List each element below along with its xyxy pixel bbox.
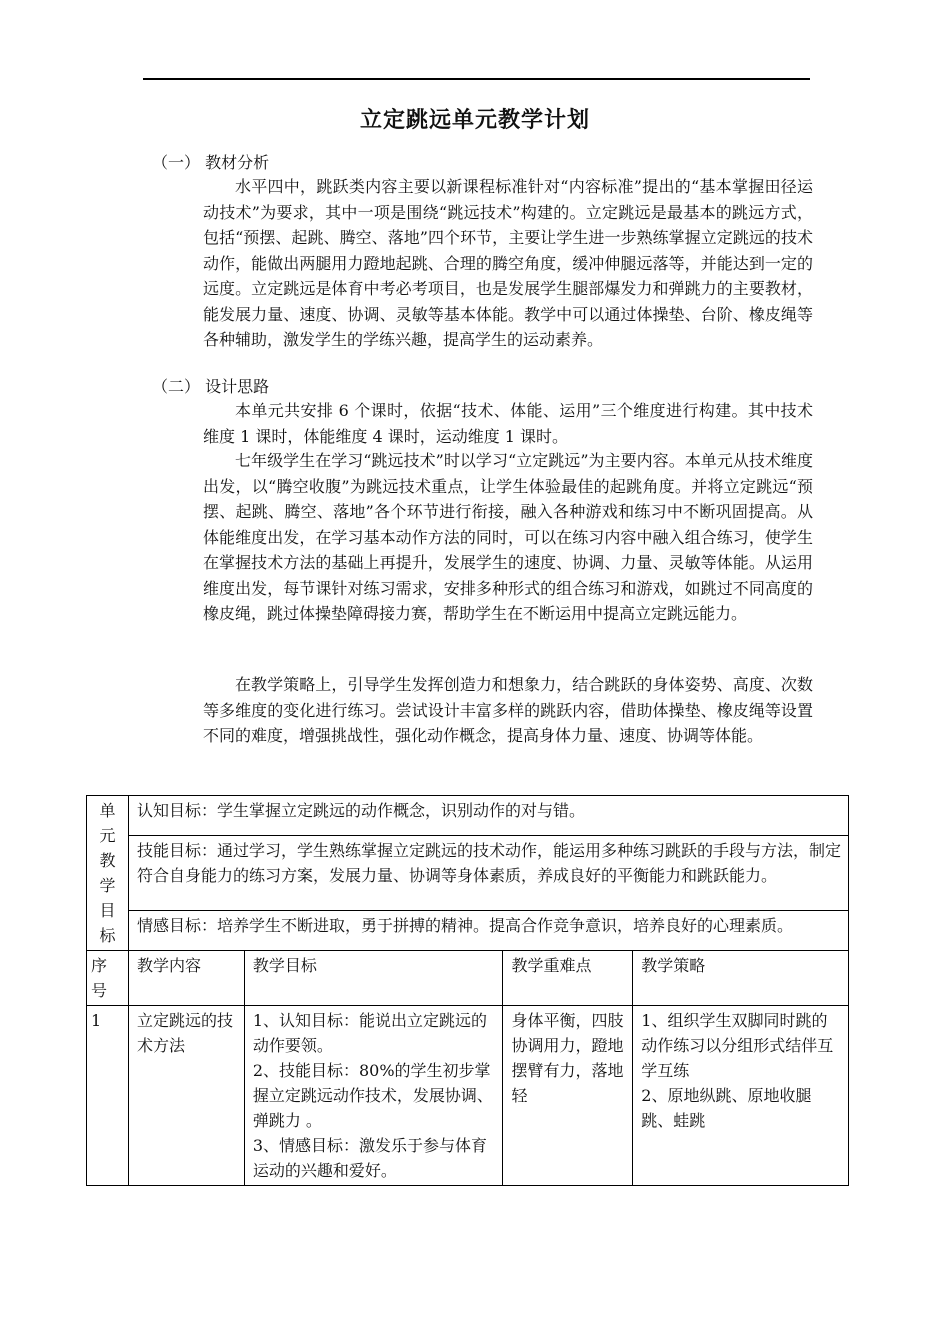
unit-goals-label: 单 元 教 学 目 标 [87,796,129,951]
goal-emotion: 情感目标：培养学生不断进取，勇于拼搏的精神。提高合作竞争意识，培养良好的心理素质。 [128,910,848,950]
row1-keypoints: 身体平衡，四肢协调用力，蹬地摆臂有力，落地轻 [503,1006,633,1186]
header-keypoints: 教学重难点 [503,951,633,1006]
goal-row-cognitive [87,796,849,836]
row1-content: 立定跳远的技术方法 [128,1006,244,1186]
row1-objective-1: 1、认知目标：能说出立定跳远的动作要领。 [252,1011,487,1055]
goal-row-skill [87,836,849,910]
top-rule [143,78,810,80]
goal-cognitive: 认知目标：学生掌握立定跳远的动作概念，识别动作的对与错。 [128,796,848,836]
header-seq: 序 号 [87,951,129,1006]
row1-objective-3: 3、情感目标：激发乐于参与体育运动的兴趣和爱好。 [252,1136,487,1180]
row1-objective-2: 2、技能目标：80%的学生初步掌握立定跳远动作技术，发展协调、弹跳力 。 [252,1061,493,1130]
header-strategy: 教学策略 [633,951,849,1006]
row1-strategy-1: 1、组织学生双脚同时跳的动作练习以分组形式结伴互学互练 [641,1011,834,1080]
section2-paragraph-1: 本单元共安排 6 个课时，依据“技术、体能、运用”三个维度进行构建。其中技术维度 1 课时，体能维度 4 课时，运动维度 1 课时。 [203,401,813,446]
section2-paragraph-2: 七年级学生在学习“跳远技术”时以学习“立定跳远”为主要内容。本单元从技术维度出发，以“腾空收腹”为跳远技术重点，让学生体验最佳的起跳角度。并将立定跳远“预摆、起跳、腾空、落地”各个环节进行衔接，融入各种游戏和练习中不断巩固提高。从体能维度出发，在学习基本动作方法的同时，可以在练习内容中融入组合练习，使学生在掌握技术方法的基础上再提升，发展学生的速度、协调、力量、灵敏等体能。从运用维度出发，每节课针对练习需求，安排多种形式的组合练习和游戏，如跳过不同高度的橡皮绳，跳过体操垫障碍接力赛，帮助学生在不断运用中提高立定跳远能力。 [203,451,813,623]
row1-strategy-2: 2、原地纵跳、原地收腿跳、蛙跳 [641,1086,812,1130]
page-title: 立定跳远单元教学计划 [359,107,590,133]
goal-row-emotion [87,910,849,950]
header-objective: 教学目标 [244,951,503,1006]
unit-plan-table [86,795,849,1186]
row1-objectives [244,1006,503,1186]
section1-text: 水平四中，跳跃类内容主要以新课程标准针对“内容标准”提出的“基本掌握田径运动技术”为要求，其中一项是围绕“跳远技术”构建的。立定跳远是最基本的跳远方式，包括“预摆、起跳、腾空、落地”四个环节，主要让学生进一步熟练掌握立定跳远的技术动作，能做出两腿用力蹬地起跳、合理的腾空角度，缓冲伸腿远落等，并能达到一定的远度。立定跳远是体育中考必考项目，也是发展学生腿部爆发力和弹跳力的主要教材，能发展力量、速度、协调、灵敏等基本体能。教学中可以通过体操垫、台阶、橡皮绳等各种辅助，激发学生的学练兴趣，提高学生的运动素养。 [203,177,813,349]
table-header-row [87,951,849,1006]
row1-strategies [633,1006,849,1186]
goal-skill: 技能目标：通过学习，学生熟练掌握立定跳远的技术动作，能运用多种练习跳跃的手段与方法，制定符合自身能力的练习方案，发展力量、协调等身体素质，养成良好的平衡能力和跳跃能力。 [128,836,848,910]
section1-heading: （一） 教材分析 [152,153,270,172]
section2-paragraph-3: 在教学策略上，引导学生发挥创造力和想象力，结合跳跃的身体姿势、高度、次数等多维度的变化进行练习。尝试设计丰富多样的跳跃内容，借助体操垫、橡皮绳等设置不同的难度，增强挑战性，强化动作概念，提高身体力量、速度、协调等体能。 [203,675,813,745]
header-content: 教学内容 [128,951,244,1006]
row1-seq: 1 [87,1006,129,1186]
section2-heading: （二） 设计思路 [152,377,270,396]
table-row [87,1006,849,1186]
